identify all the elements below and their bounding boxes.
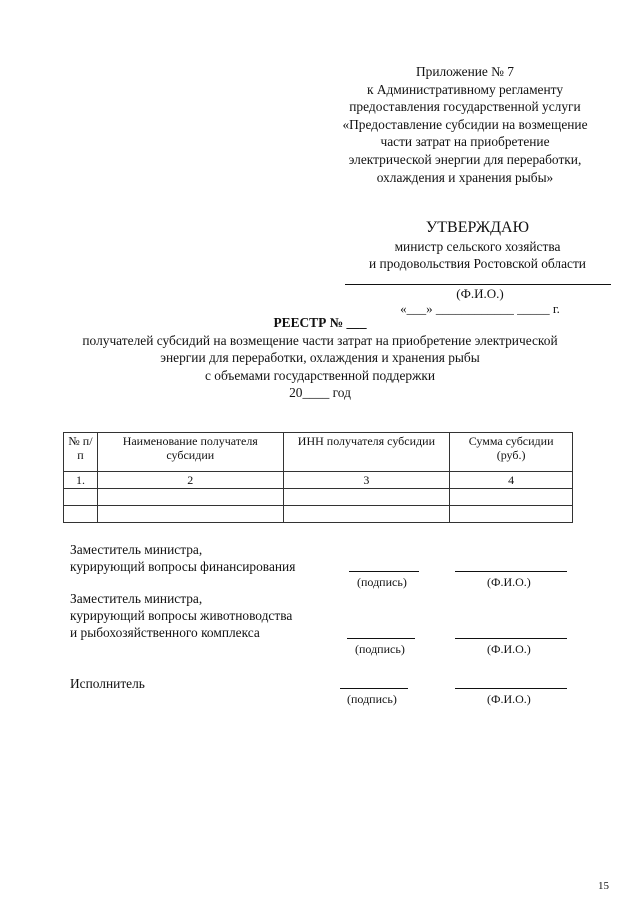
registry-line-1: получателей субсидий на возмещение части затрат на приобретение электрической: [82, 332, 558, 348]
livestock-fio-line: [455, 638, 567, 639]
approval-line-2: и продовольствия Ростовской области: [369, 256, 586, 271]
table-row: [64, 489, 573, 506]
table-cell: [450, 489, 573, 506]
finance-line-1: Заместитель министра,: [70, 542, 203, 557]
table-cell: [64, 489, 98, 506]
executor-fio-caption: (Ф.И.О.): [487, 692, 531, 706]
executor-sign-line: [340, 688, 408, 689]
finance-sign-line: [349, 571, 419, 572]
livestock-line-1: Заместитель министра,: [70, 591, 203, 606]
table-cell: 4: [450, 472, 573, 489]
livestock-line-3: и рыбохозяйственного комплекса: [70, 625, 260, 640]
registry-table: [63, 432, 573, 523]
livestock-fio-caption: (Ф.И.О.): [487, 642, 531, 656]
registry-title: РЕЕСТР № ___: [273, 315, 367, 330]
col-header-number: № п/п: [64, 433, 98, 472]
livestock-sign-line: [347, 638, 415, 639]
approval-date: «___» ____________ _____ г.: [400, 301, 560, 316]
col-header-amount: Сумма субсидии (руб.): [450, 433, 573, 472]
table-cell: [97, 489, 283, 506]
appendix-line: охлаждения и хранения рыбы»: [376, 169, 554, 185]
approval-heading: УТВЕРЖДАЮ: [425, 219, 530, 236]
approval-signature-line: [345, 284, 611, 285]
table-cell: [64, 506, 98, 523]
appendix-line: электрической энергии для переработки,: [348, 151, 582, 167]
appendix-line: «Предоставление субсидии на возмещение: [342, 116, 588, 132]
registry-line-2: энергии для переработки, охлаждения и хранения рыбы: [160, 350, 480, 366]
col-header-name: Наименование получателя субсидии: [97, 433, 283, 472]
table-cell: 2: [97, 472, 283, 489]
finance-line-2: курирующий вопросы финансирования: [70, 559, 296, 574]
appendix-header: [320, 63, 610, 186]
col-header-inn: ИНН получателя субсидии: [283, 433, 450, 472]
table-cell: 3: [283, 472, 450, 489]
page-number: 15: [598, 880, 609, 892]
finance-fio-caption: (Ф.И.О.): [487, 575, 531, 589]
finance-fio-line: [455, 571, 567, 572]
finance-sign-caption: (подпись): [357, 575, 407, 589]
table-row: [64, 506, 573, 523]
registry-line-3: с объемами государственной поддержки: [204, 367, 436, 383]
appendix-line: части затрат на приобретение: [380, 134, 550, 150]
approval-block: [345, 218, 610, 272]
table-cell: 1.: [64, 472, 98, 489]
table-cell: [283, 489, 450, 506]
table-cell: [450, 506, 573, 523]
livestock-sign-caption: (подпись): [355, 642, 405, 656]
table-cell: [283, 506, 450, 523]
table-header-row: [64, 433, 573, 472]
appendix-line: к Административному регламенту: [366, 81, 564, 97]
appendix-line: предоставления государственной услуги: [349, 99, 581, 115]
livestock-deputy-title: [70, 590, 292, 641]
registry-line-4: 20____ год: [289, 385, 351, 401]
finance-deputy-title: [70, 541, 295, 575]
executor-title: Исполнитель: [70, 676, 145, 691]
table-cell: [97, 506, 283, 523]
appendix-line: Приложение № 7: [415, 64, 515, 79]
livestock-line-2: курирующий вопросы животноводства: [70, 608, 293, 623]
executor-fio-line: [455, 688, 567, 689]
executor-sign-caption: (подпись): [347, 692, 397, 706]
approval-line-1: министр сельского хозяйства: [394, 239, 561, 254]
registry-title-block: [60, 314, 580, 402]
table-row: [64, 472, 573, 489]
approval-fio-caption: (Ф.И.О.): [456, 286, 504, 301]
